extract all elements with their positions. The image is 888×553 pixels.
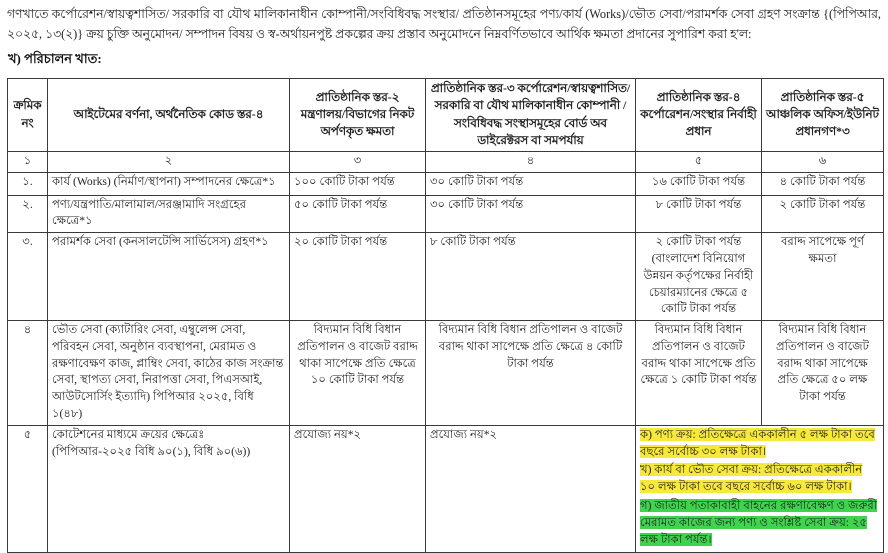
header-level3-board: প্রাতিষ্ঠানিক স্তর-৩ কর্পোরেশন/স্বায়ত্বশাসিত/ সরকারি বা যৌথ মালিকানাধীন কোম্পানী /সংবিধিবদ্ধ সংস্থাসমূহের বোর্ড অব ডাইরেক্টরস বা সমপর্যায় xyxy=(426,79,636,151)
serial-cell: ৫ xyxy=(8,425,48,553)
highlighted-text-green: গ) জাতীয় পতাকাবাহী বাহনের রক্ষণাবেক্ষণ ও জরুরী মেরামত কাজের জন্য পণ্য ও সংশ্লিষ্ট সেবা ক্রয়: ২৫ লক্ষ টাকা পর্যন্ত। xyxy=(640,499,878,546)
col-number: ১ xyxy=(8,151,48,172)
quotation-limit-works-services xyxy=(640,462,879,496)
item-cell: কোটেশনের মাধ্যমে ক্রয়ের ক্ষেত্রেঃ (পিপিআর-২০২৫ বিধি ৯০(১), বিধি ৯০(৬)) xyxy=(48,425,290,553)
quotation-limit-flag-carrier xyxy=(640,498,879,548)
limit-cell-level5: ২ কোটি টাকা পর্যন্ত xyxy=(762,195,884,233)
quotation-limits-merged-cell xyxy=(636,425,884,553)
serial-cell: ৩. xyxy=(8,233,48,321)
quotation-limit-goods xyxy=(640,427,879,461)
limit-cell-level4: ২ কোটি টাকা পর্যন্ত (বাংলাদেশ বিনিয়োগ উন্নয়ন কর্তৃপক্ষের নির্বাহী চেয়ারম্যানের ক্ষেত্রে ৫ কোটি টাকা পর্যন্ত xyxy=(636,233,762,321)
table-header-row xyxy=(8,79,884,151)
not-applicable-cell: প্রযোজ্য নয়*২ xyxy=(290,425,426,553)
col-number: ২ xyxy=(48,151,290,172)
limit-cell-level4: বিদ্যমান বিধি বিধান প্রতিপালন ও বাজেট বরাদ্দ থাকা সাপেক্ষে প্রতি ক্ষেত্রে ১ কোটি টাকা পর্যন্ত xyxy=(636,321,762,426)
serial-cell: ২. xyxy=(8,195,48,233)
col-number: ৩ xyxy=(290,151,426,172)
header-level4-executive: প্রাতিষ্ঠানিক স্তর-৪ কর্পোরেশন/সংস্থার নির্বাহী প্রধান xyxy=(636,79,762,151)
table-row-goods xyxy=(8,195,884,233)
serial-cell: ১. xyxy=(8,172,48,195)
table-row-consultancy xyxy=(8,233,884,321)
limit-cell-level2: বিদ্যমান বিধি বিধান প্রতিপালন ও বাজেট বরাদ্দ থাকা সাপেক্ষে প্রতি ক্ষেত্রে ১০ কোটি টাকা পর্যন্ত xyxy=(290,321,426,426)
not-applicable-cell: প্রযোজ্য নয়*২ xyxy=(426,425,636,553)
limit-cell-level5: বিদ্যমান বিধি বিধান প্রতিপালন ও বাজেট বরাদ্দ থাকা সাপেক্ষে প্রতি ক্ষেত্রে ৫০ লক্ষ টাকা পর্যন্ত xyxy=(762,321,884,426)
column-number-row xyxy=(8,151,884,172)
limit-cell-level2: ২০ কোটি টাকা পর্যন্ত xyxy=(290,233,426,321)
limit-cell-level4: ৮ কোটি টাকা পর্যন্ত xyxy=(636,195,762,233)
item-cell: পণ্য/যন্ত্রপাতি/মালামাল/সরঞ্জামাদি সংগ্রহের ক্ষেত্রে*১ xyxy=(48,195,290,233)
header-serial: ক্রমিক নং xyxy=(8,79,48,151)
table-row-physical-services xyxy=(8,321,884,426)
table-row-quotation xyxy=(8,425,884,553)
table-row-works xyxy=(8,172,884,195)
limit-cell-level3: ৩০ কোটি টাকা পর্যন্ত xyxy=(426,195,636,233)
limit-cell-level3: বিদ্যমান বিধি বিধান প্রতিপালন ও বাজেট বরাদ্দ থাকা সাপেক্ষে প্রতি ক্ষেত্রে ৪ কোটি টাকা পর্যন্ত xyxy=(426,321,636,426)
limit-cell-level5: ৪ কোটি টাকা পর্যন্ত xyxy=(762,172,884,195)
col-number: ৫ xyxy=(636,151,762,172)
limit-cell-level2: ১০০ কোটি টাকা পর্যন্ত xyxy=(290,172,426,195)
item-cell: কার্য (Works) (নির্মাণ/স্থাপনা) সম্পাদনের ক্ষেত্রে*১ xyxy=(48,172,290,195)
limit-cell-level4: ১৬ কোটি টাকা পর্যন্ত xyxy=(636,172,762,195)
header-level5-regional: প্রাতিষ্ঠানিক স্তর-৫ আঞ্চলিক অফিস/ইউনিট প্রধানগণ*৩ xyxy=(762,79,884,151)
item-cell: ভৌত সেবা (ক্যাটারিং সেবা, এম্বুলেন্স সেবা, পরিবহন সেবা, অনুষ্ঠান ব্যবস্থাপনা, মেরামত ও রক্ষণাবেক্ষণ কাজ, প্লাম্বিং সেবা, কাঠের কাজ সংক্রান্ত সেবা, স্থাপত্য সেবা, নিরাপত্তা সেবা, পিএসআই, আউটসোর্সিং ইত্যাদি) পিপিআর ২০২৫, বিধি ১(৪৮) xyxy=(48,321,290,426)
col-number: ৬ xyxy=(762,151,884,172)
limit-cell-level3: ৩০ কোটি টাকা পর্যন্ত xyxy=(426,172,636,195)
intro-paragraph: গণখাতে কর্পোরেশন/স্বায়ত্বশাসিত/ সরকারি বা যৌথ মালিকানাধীন কোম্পানী/সংবিধিবদ্ধ সংস্থার/ প্রতিষ্ঠানসমূহের পণ্য/কার্য (Works)/ভৌত সেবা/পরামর্শক সেবা গ্রহণ সংক্রান্ত {(পিপিআর, ২০২৫, ১৩(২)} ক্রয় চুক্তি অনুমোদন/ সম্পাদন বিষয় ও স্ব-অর্থায়নপুষ্ট প্রকল্পের ক্রয় প্রস্তাব অনুমোদনে নিম্নবর্ণিতভাবে আর্থিক ক্ষমতা প্রদানের সুপারিশ করা হ'ল: xyxy=(7,7,881,41)
header-level2-ministry: প্রাতিষ্ঠানিক স্তর-২ মন্ত্রণালয়/বিভাগের নিকট অর্পণকৃত ক্ষমতা xyxy=(290,79,426,151)
limit-cell-level3: ৮ কোটি টাকা পর্যন্ত xyxy=(426,233,636,321)
highlighted-text-yellow: খ) কার্য বা ভৌত সেবা ক্রয়: প্রতিক্ষেত্রে এককালীন ১০ লক্ষ টাকা তবে বছরে সর্বোচ্চ ৬০ লক্ষ টাকা। xyxy=(640,463,863,494)
section-heading: খ) পরিচালন খাত: xyxy=(8,51,102,67)
limit-cell-level5: বরাদ্দ সাপেক্ষে পূর্ণ ক্ষমতা xyxy=(762,233,884,321)
item-cell: পরামর্শক সেবা (কনসালটেন্সি সার্ভিসেস) গ্রহণ*১ xyxy=(48,233,290,321)
highlighted-text-yellow: ক) পণ্য ক্রয়: প্রতিক্ষেত্রে এককালীন ৫ লক্ষ টাকা তবে বছরে সর্বোচ্চ ৩০ লক্ষ টাকা। xyxy=(640,427,875,458)
limit-cell-level2: ৫০ কোটি টাকা পর্যন্ত xyxy=(290,195,426,233)
procurement-powers-table xyxy=(7,78,884,553)
header-item-description: আইটেমের বর্ণনা, অর্থনৈতিক কোড স্তর-৪ xyxy=(48,79,290,151)
col-number: ৪ xyxy=(426,151,636,172)
serial-cell: ৪ xyxy=(8,321,48,426)
